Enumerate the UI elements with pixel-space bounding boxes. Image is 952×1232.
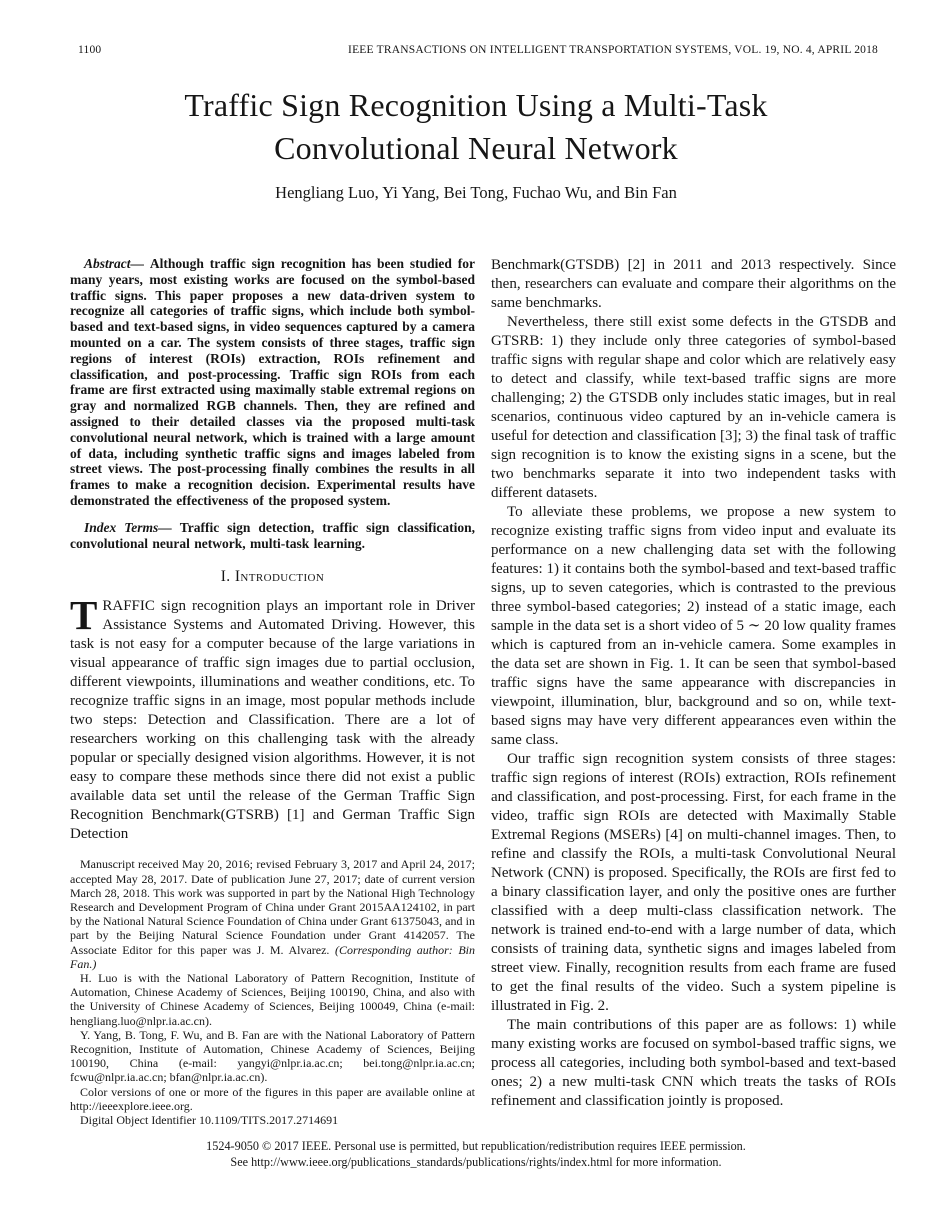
drop-cap: T [70,592,98,639]
paper-title [0,84,952,170]
authors-line: Hengliang Luo, Yi Yang, Bei Tong, Fuchao Wu, and Bin Fan [275,183,677,202]
footnote-manuscript-text: Manuscript received May 20, 2016; revised February 3, 2017 and April 24, 2017; accepted May 28, 2017. Date of publication June 27, 2017; date of current version March 28, 2018. This work was supported in part by the National High Technology Research and Development Program of China under Grant 2015AA124102, in part by the National Natural Science Foundation of China under Grant 61375043, and in part by the Beijing Natural Science Foundation under Grant 4142057. The Associate Editor for this paper was J. M. Alvarez. [70,857,475,957]
body-paragraph: To alleviate these problems, we propose a new system to recognize existing traffic signs from video input and evaluate its performance on a new challenging data set with the following features: 1) it contains both the symbol-based and text-based traffic signs, up to seven categories, which is contrasted to the previous three symbol-based categories; 2) instead of a static image, each sample in the data set is a short video of 5 ∼ 20 low quality frames which is captured from an in-vehicle camera. Some examples in the data set are shown in Fig. 1. It can be seen that symbol-based traffic signs have the same appearance with discrepancies in viewpoint, illumination, blur, background and so on, while text-based signs may have very different appearances even within the same class. [491,504,896,748]
body-paragraph: The main contributions of this paper are as follows: 1) while many existing works are focused on symbol-based traffic signs, we process all categories, including both symbol-based and text-based ones; 2) a new multi-task CNN which treats the tasks of ROIs refinement and classification jointly is proposed. [491,1017,896,1109]
paper-title-line1: Traffic Sign Recognition Using a Multi-Task [184,87,768,123]
body-paragraph: Nevertheless, there still exist some defects in the GTSDB and GTSRB: 1) they include only three categories of symbol-based traffic signs with regular shape and color which are relatively easy to detect and classify, while text-based traffic signs are more challenging; 2) the GTSDB only includes static images, but in real scenarios, continuous video captured by an in-vehicle camera is useful for detection and classification [3]; 3) the final task of traffic sign recognition is to know the existing signs in a scene, but the two benchmarks separate it into two independent tasks with different datasets. [491,314,896,501]
footnote-affiliation-luo: H. Luo is with the National Laboratory of Pattern Recognition, Institute of Automation, Chinese Academy of Sciences, Beijing 100190, China, and also with the University of Chinese Academy of Sciences, Beijing 100049, China (e-mail: hengliang.luo@nlpr.ia.ac.cn). [70,970,475,1028]
intro-paragraph-text: RAFFIC sign recognition plays an important role in Driver Assistance Systems and Automated Driving. However, this task is not easy for a computer because of the large variations in visual appearance of traffic sign images due to partial occlusion, different viewpoints, illuminations and weather conditions, etc. To recognize traffic signs in an image, most popular methods include two steps: Detection and Classification. There are a lot of researchers working on this challenging task with the already popular or specially designed vision algorithms. However, it is not easy to compare these methods since there did not exist a public available data set until the release of the German Traffic Sign Recognition Benchmark(GTSRB) [1] and German Traffic Sign Detection [70,598,475,843]
body-paragraph: Our traffic sign recognition system consists of three stages: traffic sign regions of interest (ROIs) extraction, ROIs refinement and classification, and post-processing. First, for each frame in the video, traffic sign ROIs are detected with Maximally Stable Extremal Regions (MSERs) [4] on multi-channel images. Then, to refine and classify the ROIs, a multi-task Convolutional Neural Network (CNN) is proposed. Specifically, the ROIs are first fed to a binary classification layer, and only the positive ones are further classified with a deep multi-class classification network. The network is trained end-to-end with a large number of data, which consists of training data, synthetic signs and images labeled from street view. Finally, recognition results from each frame are fused to get the final results of the video. Such a system pipeline is illustrated in Fig. 2. [491,751,896,1014]
footnote-doi: Digital Object Identifier 10.1109/TITS.2017.2714691 [80,1113,339,1127]
abstract-label: Abstract— [84,256,150,271]
footnotes-block [70,857,475,1127]
intro-paragraph [70,592,475,844]
running-head [78,44,878,56]
footnote-affiliation-coauthors: Y. Yang, B. Tong, F. Wu, and B. Fan are with the National Laboratory of Pattern Recognition, Institute of Automation, Chinese Academy of Sciences, Beijing 100190, China (e-mail: yangyi@nlpr.ia.ac.cn; bei.tong@nlpr.ia.ac.cn; fcwu@nlpr.ia.ac.cn; bfan@nlpr.ia.ac.cn). [70,1027,475,1085]
abstract-text: Although traffic sign recognition has been studied for many years, most existing works are focused on the symbol-based traffic signs. This paper proposes a new data-driven system to recognize all categories of traffic signs, which include both symbol-based and text-based signs, in video sequences captured by a camera mounted on a car. The system consists of three stages, traffic sign regions of interest (ROIs) extraction, ROIs refinement and classification, and post-processing. Traffic sign ROIs from each frame are first extracted using maximally stable extremal regions on gray and normalized RGB channels. Then, they are refined and assigned to their detailed classes via the proposed multi-task convolutional neural network, which is trained with a large amount of data, including synthetic traffic signs and images labeled from street views. The post-processing finally combines the results in all frames to make a recognition decision. Experimental results have demonstrated the effectiveness of the proposed system. [70,256,476,508]
index-terms-label: Index Terms— [84,519,180,535]
left-column [70,256,475,1127]
right-column [491,256,896,1127]
footnote-color-versions: Color versions of one or more of the figures in this paper are available online at http://ieeexplore.ieee.org. [70,1084,475,1113]
index-terms-paragraph [70,520,475,552]
footnote-manuscript [70,857,475,971]
copyright-line: 1524-9050 © 2017 IEEE. Personal use is permitted, but republication/redistribution requires IEEE permission. [206,1139,746,1153]
article-body [70,256,896,1127]
body-paragraph: Benchmark(GTSDB) [2] in 2011 and 2013 respectively. Since then, researchers can evaluate and compare their algorithms on the same benchmarks. [491,257,896,311]
abstract-paragraph [70,256,475,509]
footnote-corresponding-author: (Corresponding author: Bin Fan.) [70,942,475,971]
title-block [0,84,952,203]
copyright-permissions-line: See http://www.ieee.org/publications_standards/publications/rights/index.html for more information. [230,1154,722,1169]
page-number: 1100 [78,44,102,56]
section-heading-introduction: I. Introduction [220,568,325,586]
copyright-footer [0,1139,952,1170]
journal-title: IEEE TRANSACTIONS ON INTELLIGENT TRANSPORTATION SYSTEMS, VOL. 19, NO. 4, APRIL 2018 [348,44,878,56]
paper-title-line2: Convolutional Neural Network [274,130,678,166]
index-terms-text: Traffic sign detection, traffic sign classification, convolutional neural network, multi-task learning. [70,519,475,551]
